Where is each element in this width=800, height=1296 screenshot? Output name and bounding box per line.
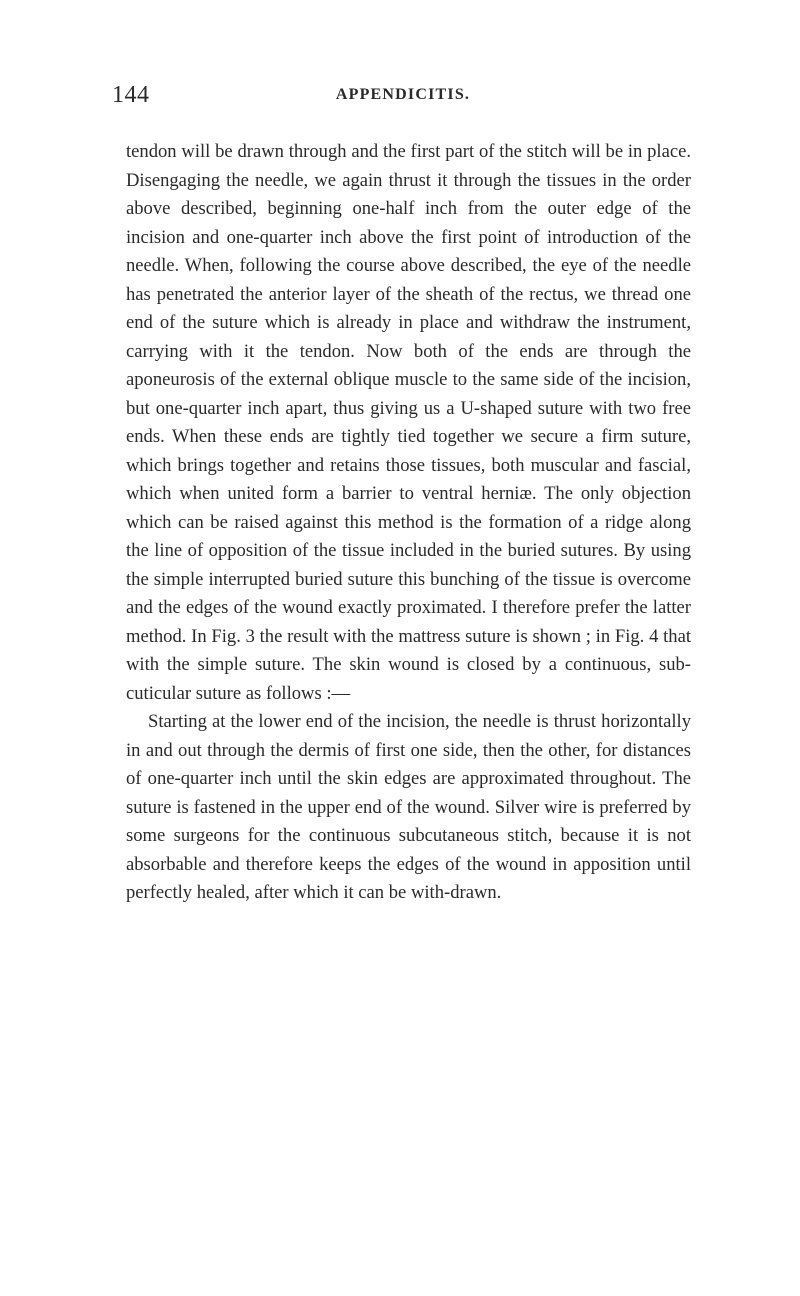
paragraph: tendon will be drawn through and the first part of the stitch will be in place. Disengaging the needle, we again thrust it through the tissues in the order above described, beginning one-half inch from the outer edge of the incision and one-quarter inch above the first point of introduction of the needle. When, following the course above described, the eye of the needle has penetrated the anterior layer of the sheath of the rectus, we thread one end of the suture which is already in place and withdraw the instrument, carrying with it the tendon. Now both of the ends are through the aponeurosis of the external oblique muscle to the same side of the incision, but one-quarter inch apart, thus giving us a U-shaped suture with two free ends. When these ends are tightly tied together we secure a firm suture, which brings together and retains those tissues, both muscular and fascial, which when united form a barrier to ventral herniæ. The only objection which can be raised against this method is the formation of a ridge along the line of opposition of the tissue included in the buried sutures. By using the simple interrupted buried suture this bunching of the tissue is overcome and the edges of the wound exactly proximated. I therefore prefer the latter method. In Fig. 3 the result with the mattress suture is shown ; in Fig. 4 that with the simple suture. The skin wound is closed by a continuous, sub-cuticular suture as follows :— [126, 141, 691, 704]
running-head [112, 82, 694, 112]
page-number: 144 [112, 82, 150, 108]
paragraph: Starting at the lower end of the incision, the needle is thrust horizontally in and out through the dermis of first one side, then the other, for distances of one-quarter inch until the skin edges are approximated throughout. The suture is fastened in the upper end of the wound. Silver wire is preferred by some surgeons for the continuous subcutaneous stitch, because it is not absorbable and therefore keeps the edges of the wound in apposition until perfectly healed, after which it can be with-drawn. [126, 711, 691, 903]
body-text [126, 138, 691, 908]
running-title: APPENDICITIS. [335, 86, 471, 103]
